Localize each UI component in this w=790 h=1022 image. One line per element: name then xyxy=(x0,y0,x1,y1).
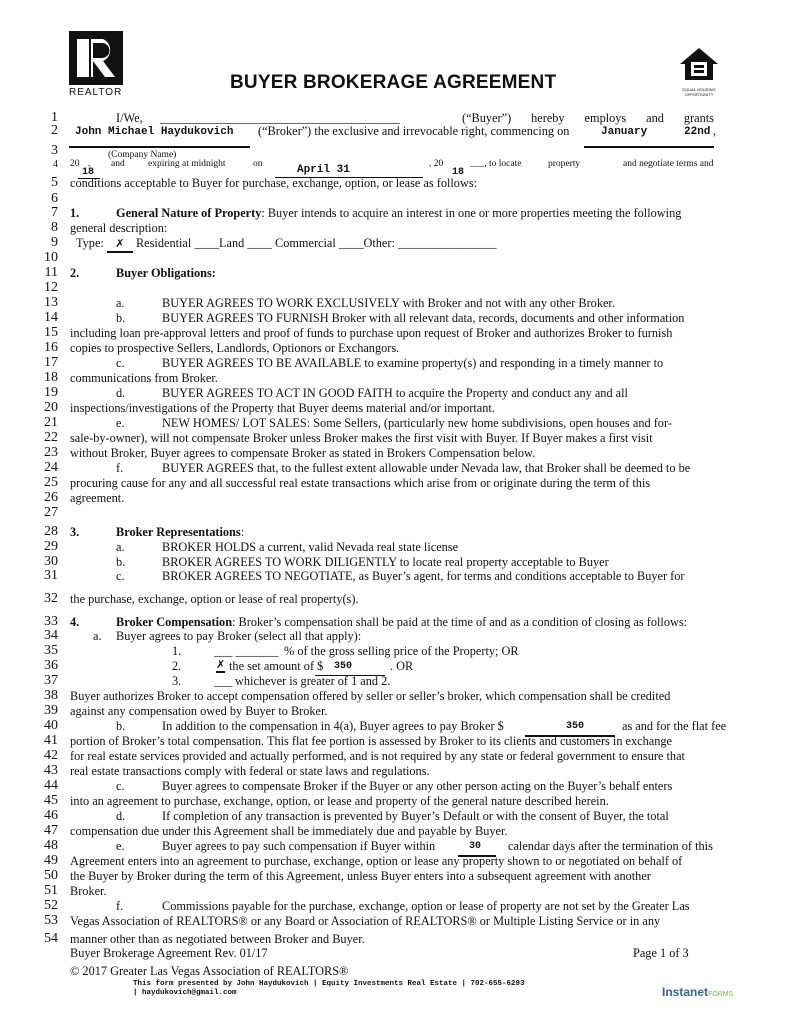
section4-heading-line xyxy=(116,615,687,629)
line-number: 13 xyxy=(44,295,58,310)
para-line: Broker. xyxy=(70,884,107,898)
commercial-checkbox[interactable]: ____ xyxy=(247,236,272,250)
line-number: 24 xyxy=(44,460,58,475)
item-letter: c. xyxy=(116,569,125,583)
expire-year-prefix: , 20 xyxy=(429,159,444,169)
line-number: 17 xyxy=(44,355,58,370)
item-letter: d. xyxy=(116,809,126,823)
line-number: 41 xyxy=(44,733,58,748)
page-number: Page 1 of 3 xyxy=(633,946,689,960)
item-text: Commissions payable for the purchase, exchange, option or lease of property are not set by the Greater Las xyxy=(162,899,690,913)
item-letter: a. xyxy=(116,296,125,310)
intro-line1-words xyxy=(462,111,714,125)
item-letter: a. xyxy=(116,540,125,554)
para-line: Agreement enters into an agreement to purchase, exchange, option or lease any property shown to or negotiated on behalf of xyxy=(70,854,683,868)
line-number: 31 xyxy=(44,568,58,583)
para-line: Buyer authorizes Broker to accept compensation offered by seller or seller’s broker, which compensation shall be credited xyxy=(70,689,671,703)
presenter-email[interactable]: | haydukovich@gmail.com xyxy=(133,989,237,997)
line-number: 21 xyxy=(44,415,58,430)
page-title: BUYER BROKERAGE AGREEMENT xyxy=(230,72,557,93)
line-number: 47 xyxy=(44,823,58,838)
line-number: 1 xyxy=(51,110,58,125)
section3-number: 3. xyxy=(70,525,80,539)
presented-by: This form presented by John Haydukovich | Equity Investments Real Estate | 702-655-6293 xyxy=(133,980,525,988)
para-line: for real estate services provided and actually performed, and is not required by any state or federal government to ensure that xyxy=(70,749,685,763)
line-number: 37 xyxy=(44,673,58,688)
item-text: communications from Broker. xyxy=(70,371,218,385)
section4-heading: Broker Compensation xyxy=(116,615,233,629)
line-number: 15 xyxy=(44,325,58,340)
option2-number: 2. xyxy=(172,659,182,673)
item-letter: c. xyxy=(116,779,125,793)
start-year-field[interactable]: 18 xyxy=(82,167,95,178)
line-number: 4 xyxy=(53,159,58,170)
section1-text: : Buyer intends to acquire an interest in one or more properties meeting the following xyxy=(261,206,682,220)
option2-tail: . OR xyxy=(390,659,414,673)
option2-checkbox[interactable]: ✗ xyxy=(216,658,226,671)
para-line: manner other than as negotiated between Broker and Buyer. xyxy=(70,932,365,946)
line-number: 23 xyxy=(44,445,58,460)
item-letter: b. xyxy=(116,719,126,733)
item-text: In addition to the compensation in 4(a), Buyer agrees to pay Broker $ xyxy=(162,719,504,733)
section1-heading: General Nature of Property xyxy=(116,206,262,220)
realtor-label: REALTOR xyxy=(69,87,123,98)
realtor-r-icon xyxy=(69,31,123,85)
line-number: 44 xyxy=(44,778,58,793)
item-text: as and for the flat fee xyxy=(622,719,727,733)
item-letter: e. xyxy=(116,839,125,853)
line-number: 36 xyxy=(44,658,58,673)
item-text: without Broker, Buyer agrees to compensate Broker as stated in Brokers Compensation below. xyxy=(70,446,536,460)
option3-overline xyxy=(315,675,385,676)
section1-text2: general description: xyxy=(70,221,168,235)
line-number: 32 xyxy=(44,591,58,606)
year-comma: , xyxy=(88,159,91,169)
item-letter: e. xyxy=(116,416,125,430)
equal-housing-house-icon xyxy=(678,46,720,82)
line-number: 14 xyxy=(44,310,58,325)
line-number: 25 xyxy=(44,475,58,490)
para-line: into an agreement to purchase, exchange, option, or lease and property of the general nature described herein. xyxy=(70,794,609,808)
word: hereby xyxy=(531,111,565,125)
para-line: against any compensation owed by Buyer to Broker. xyxy=(70,704,328,718)
line-number: 6 xyxy=(51,191,58,206)
line-number: 38 xyxy=(44,688,58,703)
land-label: Land xyxy=(218,236,245,250)
section3-heading: Broker Representations xyxy=(116,525,241,539)
option2-amount-field[interactable]: 350 xyxy=(334,661,353,672)
line-number: 12 xyxy=(44,280,58,295)
para-line: portion of Broker’s total compensation. This flat fee portion is assessed by Broker to its clients and customers in exchange xyxy=(70,734,672,748)
item-text: Buyer agrees to pay such compensation if Buyer within xyxy=(162,839,436,853)
item-text: Buyer agrees to compensate Broker if the Buyer or any other person acting on the Buyer’s behalf enters xyxy=(162,779,673,793)
line-number: 34 xyxy=(44,628,58,643)
line-number: 18 xyxy=(44,370,58,385)
line-number: 27 xyxy=(44,505,58,520)
company-name-label: (Company Name) xyxy=(108,150,177,160)
line-number: 43 xyxy=(44,763,58,778)
item-text: inspections/investigations of the Property that Buyer deems material and/or important. xyxy=(70,401,495,415)
line-number: 29 xyxy=(44,539,58,554)
line-number: 19 xyxy=(44,385,58,400)
line-number: 8 xyxy=(51,220,58,235)
item-letter: f. xyxy=(116,461,124,475)
instanet-brand: Instanet xyxy=(662,985,709,999)
comma: , xyxy=(713,124,717,138)
line-number: 53 xyxy=(44,913,58,928)
type-row xyxy=(76,236,496,253)
instanet-logo xyxy=(662,983,733,1001)
broker-name-field[interactable]: John Michael Haydukovich xyxy=(75,126,234,138)
section3-heading-line xyxy=(116,525,244,539)
option1-text: % of the gross selling price of the Property; OR xyxy=(284,644,519,658)
line-number: 49 xyxy=(44,853,58,868)
item-text: BUYER AGREES TO FURNISH Broker with all relevant data, records, documents and other information xyxy=(162,311,685,325)
section4-intro: : Broker’s compensation shall be paid at the time of and as a condition of closing as follows: xyxy=(232,615,688,629)
option3-text: whichever is greater of 1 and 2. xyxy=(235,674,391,688)
section4-number: 4. xyxy=(70,615,80,629)
on-word: on xyxy=(253,159,263,169)
line-number: 28 xyxy=(44,524,58,539)
line-number: 39 xyxy=(44,703,58,718)
expiring-text: expiring at midnight xyxy=(148,159,226,169)
word: grants xyxy=(683,111,714,125)
line-number: 33 xyxy=(44,614,58,629)
flat-fee-amount-field[interactable]: 350 xyxy=(566,721,585,732)
line-number: 50 xyxy=(44,868,58,883)
item-text: BUYER AGREES TO BE AVAILABLE to examine property(s) and responding in a timely manner to xyxy=(162,356,664,370)
section2-number: 2. xyxy=(70,266,80,280)
section1-number: 1. xyxy=(70,206,80,220)
para-line: real estate transactions comply with federal or state laws and regulations. xyxy=(70,764,430,778)
form-revision: Buyer Brokerage Agreement Rev. 01/17 xyxy=(70,946,268,960)
item-text: BROKER AGREES TO WORK DILIGENTLY to locate real property acceptable to Buyer xyxy=(162,555,609,569)
item-text: BUYER AGREES TO WORK EXCLUSIVELY with Broker and not with any other Broker. xyxy=(162,296,615,310)
item-letter: c. xyxy=(116,356,125,370)
other-label: Other: xyxy=(363,236,395,250)
section2-heading: Buyer Obligations: xyxy=(116,266,216,280)
equal-housing-logo xyxy=(678,46,720,97)
commercial-label: Commercial xyxy=(275,236,336,250)
item-text: BROKER HOLDS a current, valid Nevada real state license xyxy=(162,540,459,554)
option1-number: 1. xyxy=(172,644,182,658)
item-letter: d. xyxy=(116,386,126,400)
line-number: 2 xyxy=(51,123,58,138)
line-number: 5 xyxy=(51,175,58,190)
residential-label: Residential xyxy=(135,236,192,250)
commence-month-field[interactable]: January xyxy=(601,126,648,138)
to-locate-text: ___, to locate xyxy=(470,159,522,169)
type-label: Type: xyxy=(76,236,104,250)
item-text: If completion of any transaction is prevented by Buyer’s Default or with the consent of Buyer, the total xyxy=(162,809,669,823)
item-text: sale-by-owner), will not compensate Broker unless Broker makes the first visit with Buyer. If Buyer makes a first visit xyxy=(70,431,653,445)
line-number: 54 xyxy=(44,931,58,946)
year-prefix: 20 xyxy=(70,159,80,169)
item-letter: f. xyxy=(116,899,124,913)
item-text: NEW HOMES/ LOT SALES: Some Sellers, (particularly new home subdivisions, open houses and for- xyxy=(162,416,672,430)
word: and xyxy=(646,111,664,125)
word: employs xyxy=(584,111,627,125)
item-text: BROKER AGREES TO NEGOTIATE, as Buyer’s agent, for terms and conditions acceptable to Buyer for xyxy=(162,569,685,583)
item-text: BUYER AGREES TO ACT IN GOOD FAITH to acquire the Property and conduct any and all xyxy=(162,386,628,400)
line-number: 45 xyxy=(44,793,58,808)
line-number: 35 xyxy=(44,643,58,658)
option3-checkbox[interactable]: ___ xyxy=(214,674,233,688)
item-text: Buyer agrees to pay Broker (select all that apply): xyxy=(116,629,362,643)
other-checkbox[interactable]: ____ xyxy=(338,236,364,250)
item-text: procuring cause for any and all successful real estate transactions which arise from or originate during the term of this xyxy=(70,476,651,490)
para-line: Vegas Association of REALTORS® or any Board or Association of REALTORS® or Multiple Listing Service or in any xyxy=(70,914,661,928)
item-text: copies to prospective Sellers, Landlords, Optionors or Exchangors. xyxy=(70,341,400,355)
item-text: including loan pre-approval letters and proof of funds to purchase upon request of Broker and authorizes Broker to furnish xyxy=(70,326,673,340)
residential-checkbox[interactable]: ✗ xyxy=(107,237,133,253)
section1-line xyxy=(116,206,681,220)
para-line: the Buyer by Broker during the term of this Agreement, unless Buyer enters into a subsequent agreement with another xyxy=(70,869,651,883)
word: (“Buyer”) xyxy=(462,111,512,125)
line-number: 26 xyxy=(44,490,58,505)
instanet-forms: FORMS xyxy=(708,991,734,998)
line-number: 16 xyxy=(44,340,58,355)
line-number: 46 xyxy=(44,808,58,823)
buyer-name-field[interactable]: _______________________________________ xyxy=(160,111,400,125)
item-letter: b. xyxy=(116,555,126,569)
property-word: property xyxy=(548,159,581,169)
negotiate-text: and negotiate terms and xyxy=(623,159,714,169)
equal-housing-label: EQUAL HOUSING OPPORTUNITY xyxy=(682,87,716,97)
realtor-logo xyxy=(69,31,125,97)
line-number: 30 xyxy=(44,554,58,569)
line-number: 9 xyxy=(51,235,58,250)
line-number: 52 xyxy=(44,898,58,913)
other-field[interactable]: ________________ xyxy=(397,236,497,250)
line-number: 7 xyxy=(51,205,58,220)
expire-year-field[interactable]: 18 xyxy=(452,167,465,178)
item-letter: a. xyxy=(93,629,102,643)
intro-line5: conditions acceptable to Buyer for purchase, exchange, option, or lease as follows: xyxy=(70,176,478,190)
line-number: 20 xyxy=(44,400,58,415)
line-number: 40 xyxy=(44,718,58,733)
line-number: 48 xyxy=(44,838,58,853)
colon: : xyxy=(240,525,245,539)
days-field[interactable]: 30 xyxy=(469,841,482,852)
option1-percent-field[interactable]: ___ _______ xyxy=(214,644,279,658)
broker-grant-text: (“Broker”) the exclusive and irrevocable right, commencing on xyxy=(258,124,570,138)
iwe-label: I/We, xyxy=(116,111,143,125)
copyright: © 2017 Greater Las Vegas Association of REALTORS® xyxy=(70,964,349,978)
land-checkbox[interactable]: ____ xyxy=(194,236,219,250)
line-number: 51 xyxy=(44,883,58,898)
item-letter: b. xyxy=(116,311,126,325)
option3-number: 3. xyxy=(172,674,182,688)
line-number: 22 xyxy=(44,430,58,445)
line-number: 10 xyxy=(44,250,58,265)
para-line: compensation due under this Agreement shall be immediately due and payable by Buyer. xyxy=(70,824,508,838)
and-word: and xyxy=(111,159,125,169)
commence-date-underline xyxy=(584,146,714,148)
line-number: 3 xyxy=(51,143,58,158)
expire-date-field[interactable]: April 31 xyxy=(297,164,350,176)
item-text: BUYER AGREES that, to the fullest extent allowable under Nevada law, that Broker shall be deemed to be xyxy=(162,461,691,475)
line-number: 11 xyxy=(44,265,58,280)
line-number: 42 xyxy=(44,748,58,763)
commence-day-field[interactable]: 22nd xyxy=(684,126,711,138)
option2-text: the set amount of $ xyxy=(229,659,324,673)
item-text: the purchase, exchange, option or lease of real property(s). xyxy=(70,592,359,606)
item-text: agreement. xyxy=(70,491,125,505)
item-text: calendar days after the termination of this xyxy=(508,839,713,853)
